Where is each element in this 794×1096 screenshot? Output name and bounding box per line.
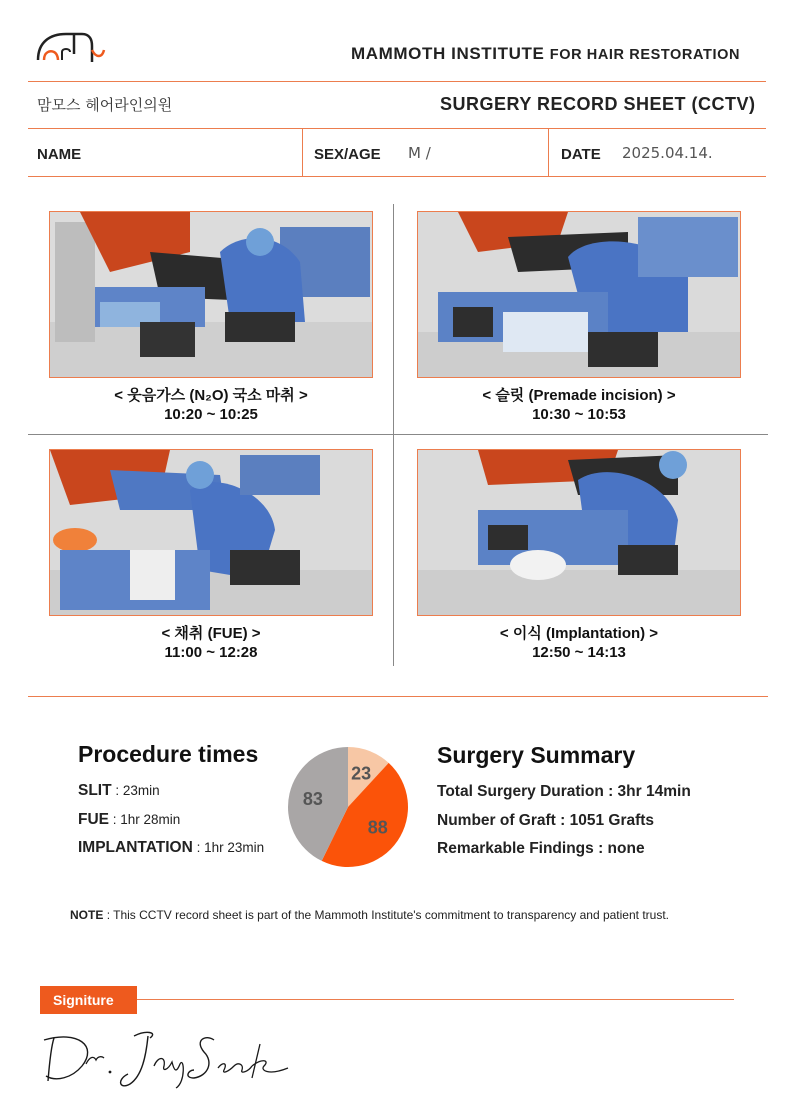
date-label: DATE — [561, 146, 601, 163]
procedure-value: : 23min — [115, 783, 160, 798]
procedure-row-fue — [78, 811, 180, 829]
note-text: : This CCTV record sheet is part of the Mammoth Institute's commitment to transparency and patient trust. — [106, 908, 669, 922]
info-rule-bottom — [28, 176, 766, 177]
signature-rule — [137, 999, 734, 1000]
photo-caption-fue: < 채취 (FUE) > — [161, 625, 261, 642]
mammoth-logo — [36, 28, 108, 64]
surgery-summary-title: Surgery Summary — [437, 742, 636, 768]
sex-age-label: SEX/AGE — [314, 146, 381, 163]
cctv-photo-fue — [49, 449, 373, 616]
summary-grafts: Number of Graft : 1051 Grafts — [437, 812, 655, 829]
name-label: NAME — [37, 146, 82, 163]
info-divider-1 — [302, 129, 303, 176]
sheet-title: SURGERY RECORD SHEET (CCTV) — [440, 94, 756, 114]
institute-name: MAMMOTH INSTITUTE — [351, 44, 545, 63]
cctv-photo-anesthesia — [49, 211, 373, 378]
handwritten-signature — [38, 1026, 298, 1090]
procedure-pie-chart — [285, 744, 411, 870]
photos-rule-bottom — [28, 696, 768, 697]
signature-badge: Signiture — [40, 986, 137, 1014]
procedure-label: FUE — [78, 811, 109, 828]
photo-time-implantation: 12:50 ~ 14:13 — [532, 644, 626, 661]
procedure-times-title: Procedure times — [78, 741, 259, 767]
procedure-value: : 1hr 28min — [112, 812, 181, 827]
photo-time-anesthesia: 10:20 ~ 10:25 — [164, 406, 258, 423]
pie-label-implantation: 83 — [302, 788, 323, 809]
pie-label-slit: 23 — [351, 763, 372, 784]
institute-suffix: FOR HAIR RESTORATION — [549, 47, 741, 63]
photo-time-fue: 11:00 ~ 12:28 — [164, 644, 258, 661]
note-label: NOTE — [70, 908, 104, 922]
procedure-row-slit — [78, 782, 160, 800]
pie-label-fue: 88 — [367, 817, 388, 838]
header-rule-top — [28, 81, 766, 82]
info-divider-2 — [548, 129, 549, 176]
photo-grid-vertical-divider — [393, 204, 394, 666]
photo-caption-slit: < 슬릿 (Premade incision) > — [482, 387, 676, 404]
institute-title — [351, 44, 740, 64]
procedure-value: : 1hr 23min — [196, 840, 265, 855]
date-value: 2025.04.14. — [622, 144, 713, 162]
cctv-photo-slit — [417, 211, 741, 378]
procedure-label: IMPLANTATION — [78, 839, 193, 856]
photo-caption-implantation: < 이식 (Implantation) > — [499, 625, 659, 642]
summary-findings: Remarkable Findings : none — [437, 840, 645, 857]
transparency-note — [70, 908, 669, 922]
sex-age-value: M / — [408, 144, 431, 162]
summary-duration: Total Surgery Duration : 3hr 14min — [437, 783, 691, 800]
procedure-row-implantation — [78, 839, 264, 857]
procedure-label: SLIT — [78, 782, 112, 799]
cctv-photo-implantation — [417, 449, 741, 616]
photo-grid-horizontal-divider — [28, 434, 768, 435]
header-rule-mid — [28, 128, 766, 129]
photo-time-slit: 10:30 ~ 10:53 — [532, 406, 626, 423]
korean-clinic-name: 맘모스 헤어라인의원 — [37, 96, 173, 114]
photo-caption-anesthesia: < 웃음가스 (N₂O) 국소 마취 > — [114, 387, 308, 404]
